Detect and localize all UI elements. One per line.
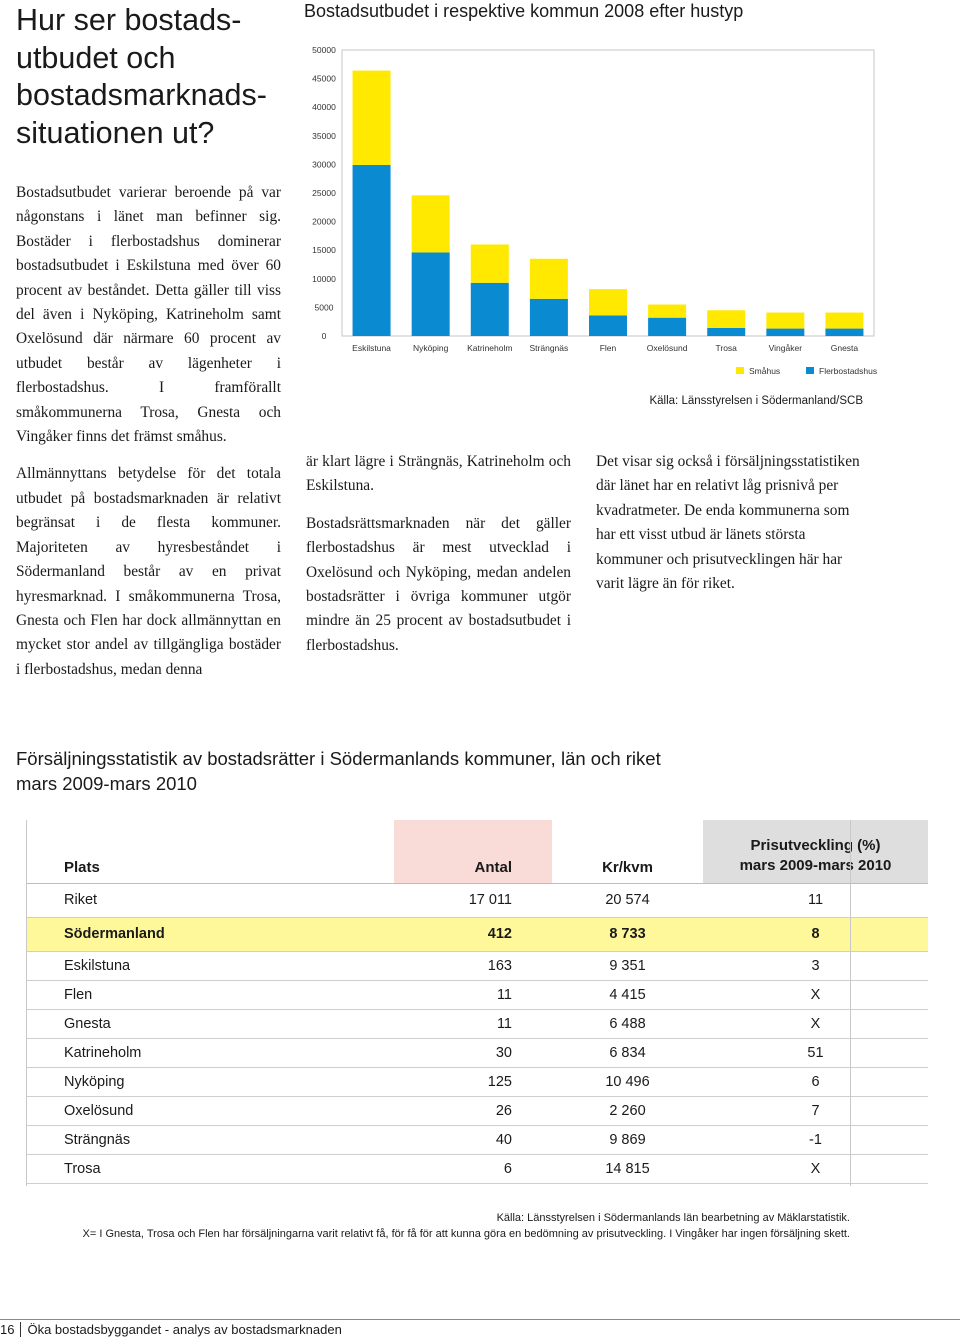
body-column-1: [16, 181, 281, 695]
cell-prisutveckling: 3: [811, 957, 820, 974]
header-plats: Plats: [64, 858, 100, 876]
cell-plats: Flen: [64, 986, 93, 1003]
table-row: [26, 883, 928, 917]
cell-prisutveckling: 6: [811, 1073, 820, 1090]
cell-krkvm: 2 260: [609, 1102, 646, 1119]
x-tick-label: Nyköping: [412, 343, 449, 353]
x-tick-label: Trosa: [715, 343, 737, 353]
x-tick-label: Gnesta: [830, 343, 859, 353]
cell-krkvm: 6 834: [609, 1044, 646, 1061]
y-tick-label: 45000: [312, 73, 336, 84]
cell-prisutveckling: X: [810, 1160, 821, 1177]
cell-krkvm: 4 415: [609, 986, 646, 1003]
table-row: [26, 980, 928, 1009]
cell-prisutveckling: 11: [807, 892, 824, 908]
page-heading: [16, 2, 286, 152]
page-footer: [0, 1322, 342, 1337]
chart-title: Bostadsutbudet i respektive kommun 2008 efter hustyp: [304, 1, 744, 21]
cell-krkvm: 8 733: [609, 926, 646, 942]
cell-krkvm: 20 574: [605, 892, 650, 908]
bar-flerbostadshus: [353, 165, 391, 336]
bar-småhus: [530, 259, 568, 299]
legend-label: Flerbostadshus: [819, 366, 878, 376]
x-tick-label: Vingåker: [768, 343, 803, 353]
table-title-line: mars 2009-mars 2010: [16, 773, 197, 794]
page-number: 16: [0, 1322, 21, 1337]
cell-antal: 6: [503, 1160, 512, 1177]
bar-småhus: [471, 244, 509, 282]
y-tick-label: 15000: [312, 245, 336, 256]
header-krkvm: Kr/kvm: [602, 858, 653, 876]
cell-prisutveckling: 7: [811, 1102, 820, 1119]
bar-flerbostadshus: [707, 328, 745, 336]
x-tick-label: Eskilstuna: [352, 343, 391, 353]
cell-plats: Eskilstuna: [64, 957, 131, 974]
table-title-line: Försäljningsstatistik av bostadsrätter i Södermanlands kommuner, län och riket: [16, 748, 661, 769]
table-footnote: X= I Gnesta, Trosa och Flen har försäljningarna varit relativt få, för få för att kunna göra en bedömning av prisutveckling. I Vingåker har ingen försäljning skett.: [82, 1227, 850, 1240]
cell-plats: Nyköping: [64, 1073, 125, 1090]
y-tick-label: 35000: [312, 130, 336, 141]
heading-line: utbudet och: [16, 40, 176, 75]
bar-flerbostadshus: [825, 329, 863, 336]
cell-krkvm: 9 869: [609, 1131, 646, 1148]
cell-plats: Strängnäs: [64, 1131, 131, 1148]
footer-text: Öka bostadsbyggandet - analys av bostadsmarknaden: [27, 1322, 342, 1337]
cell-krkvm: 6 488: [609, 1015, 646, 1032]
bar-småhus: [412, 195, 450, 252]
paragraph: Det visar sig också i försäljningsstatistiken där länet har en relativt låg prisnivå per kvadratmeter. De enda kommunerna som har ett visst utbud är länets största kommuner och prisutvecklingen här har varit lägre än för riket.: [596, 453, 860, 593]
y-tick-label: 50000: [312, 45, 336, 55]
table-row: [26, 1096, 928, 1125]
y-tick-label: 25000: [312, 188, 336, 198]
bar-småhus: [825, 313, 863, 329]
cell-krkvm: 14 815: [605, 1160, 650, 1177]
cell-krkvm: 9 351: [609, 957, 646, 974]
table-notes: [26, 1211, 850, 1242]
paragraph: Bostadsutbudet varierar beroende på var någonstans i länet man befinner sig. Bostäder i flerbostadshus dominerar bostadsutbudet i Eskilstuna med över 60 procent av beståndet. Detta gäller till viss del även i Nyköping, Katrineholm samt Oxelösund där närmare 60 procent av utbudet består av lägenheter i flerbostadshus. I framförallt småkommunerna Trosa, Gnesta och Vingåker finns det främst småhus.: [16, 184, 281, 446]
housing-supply-chart: [296, 30, 896, 380]
header-pris-line: mars 2009-mars 2010: [739, 856, 892, 874]
cell-prisutveckling: X: [810, 986, 821, 1003]
body-column-2: [306, 450, 571, 671]
table-source-note: Källa: Länsstyrelsen i Södermanlands län bearbetning av Mäklarstatistik.: [496, 1212, 850, 1224]
cell-antal: 11: [496, 986, 512, 1003]
footer-rule: [0, 1319, 960, 1320]
legend-label: Småhus: [749, 366, 781, 376]
heading-line: bostadsmarknads-: [16, 78, 267, 112]
y-tick-label: 0: [321, 331, 327, 341]
table-row: [26, 1038, 928, 1067]
table-row: [26, 917, 928, 951]
body-column-3: [596, 450, 862, 609]
cell-plats: Oxelösund: [64, 1102, 134, 1119]
legend-swatch: [736, 367, 744, 374]
y-tick-label: 5000: [314, 302, 334, 313]
header-antal: Antal: [394, 820, 552, 883]
cell-antal: 40: [495, 1131, 512, 1148]
bar-småhus: [707, 310, 745, 328]
table-row: [26, 1067, 928, 1096]
bar-småhus: [766, 313, 804, 329]
cell-antal: 11: [496, 1015, 512, 1032]
x-tick-label: Oxelösund: [646, 343, 688, 353]
x-tick-label: Flen: [599, 343, 617, 353]
bar-flerbostadshus: [589, 315, 627, 336]
paragraph: är klart lägre i Strängnäs, Katrineholm och Eskilstuna.: [306, 453, 571, 495]
heading-line: situationen ut?: [16, 115, 215, 150]
y-tick-label: 10000: [312, 273, 336, 284]
x-tick-label: Strängnäs: [529, 343, 569, 353]
table-header-row: [26, 820, 928, 883]
cell-antal: 412: [487, 926, 512, 942]
cell-prisutveckling: 51: [807, 1044, 824, 1061]
cell-plats: Södermanland: [64, 926, 165, 942]
chart-source: Källa: Länsstyrelsen i Södermanland/SCB: [649, 395, 863, 407]
sales-statistics-table: [26, 820, 928, 1184]
table-row: [26, 1125, 928, 1154]
cell-prisutveckling: -1: [809, 1131, 822, 1148]
heading-line: Hur ser bostads-: [16, 3, 242, 37]
cell-antal: 26: [495, 1102, 512, 1119]
cell-antal: 17 011: [468, 892, 512, 908]
legend-swatch: [806, 367, 814, 374]
bar-småhus: [589, 289, 627, 315]
y-tick-label: 20000: [312, 216, 336, 227]
cell-krkvm: 10 496: [605, 1073, 650, 1090]
cell-antal: 125: [487, 1073, 512, 1090]
table-row: [26, 951, 928, 980]
cell-plats: Trosa: [64, 1160, 101, 1177]
paragraph: Allmännyttans betydelse för det totala utbudet på bostadsmarknaden är relativt begränsat i de flesta kommuner. Majoriteten av hyresbeståndet i Södermanland består av en privat hyresmarknad. I småkommunerna Trosa, Gnesta och Flen har dock allmännyttan en mycket stor andel av tillgängliga bostäder i flerbostadshus, medan denna: [16, 465, 281, 678]
bar-flerbostadshus: [648, 318, 686, 336]
cell-plats: Katrineholm: [64, 1044, 142, 1061]
y-tick-label: 40000: [312, 102, 336, 113]
paragraph: Bostadsrättsmarknaden när det gäller flerbostadshus är mest utvecklad i Oxelösund och Nyköping, medan andelen bostadsrätter i övriga kommuner utgör mindre än 25 procent av bostadsutbudet i flerbostadshus.: [306, 514, 571, 654]
bar-flerbostadshus: [471, 283, 509, 336]
bar-småhus: [353, 71, 391, 165]
cell-prisutveckling: 8: [811, 926, 820, 942]
bar-flerbostadshus: [530, 299, 568, 336]
cell-antal: 163: [487, 957, 512, 974]
x-tick-label: Katrineholm: [467, 343, 513, 353]
table-row: [26, 1009, 928, 1038]
header-prisutveckling: [703, 820, 928, 883]
bar-flerbostadshus: [412, 252, 450, 336]
table-title: [16, 746, 661, 796]
cell-plats: Riket: [64, 892, 98, 908]
cell-antal: 30: [495, 1044, 512, 1061]
header-pris-line: Prisutveckling (%): [750, 836, 881, 854]
bar-flerbostadshus: [766, 329, 804, 336]
cell-prisutveckling: X: [810, 1015, 821, 1032]
cell-plats: Gnesta: [64, 1015, 111, 1032]
bar-småhus: [648, 305, 686, 318]
table-row: [26, 1154, 928, 1183]
y-tick-label: 30000: [312, 159, 336, 170]
